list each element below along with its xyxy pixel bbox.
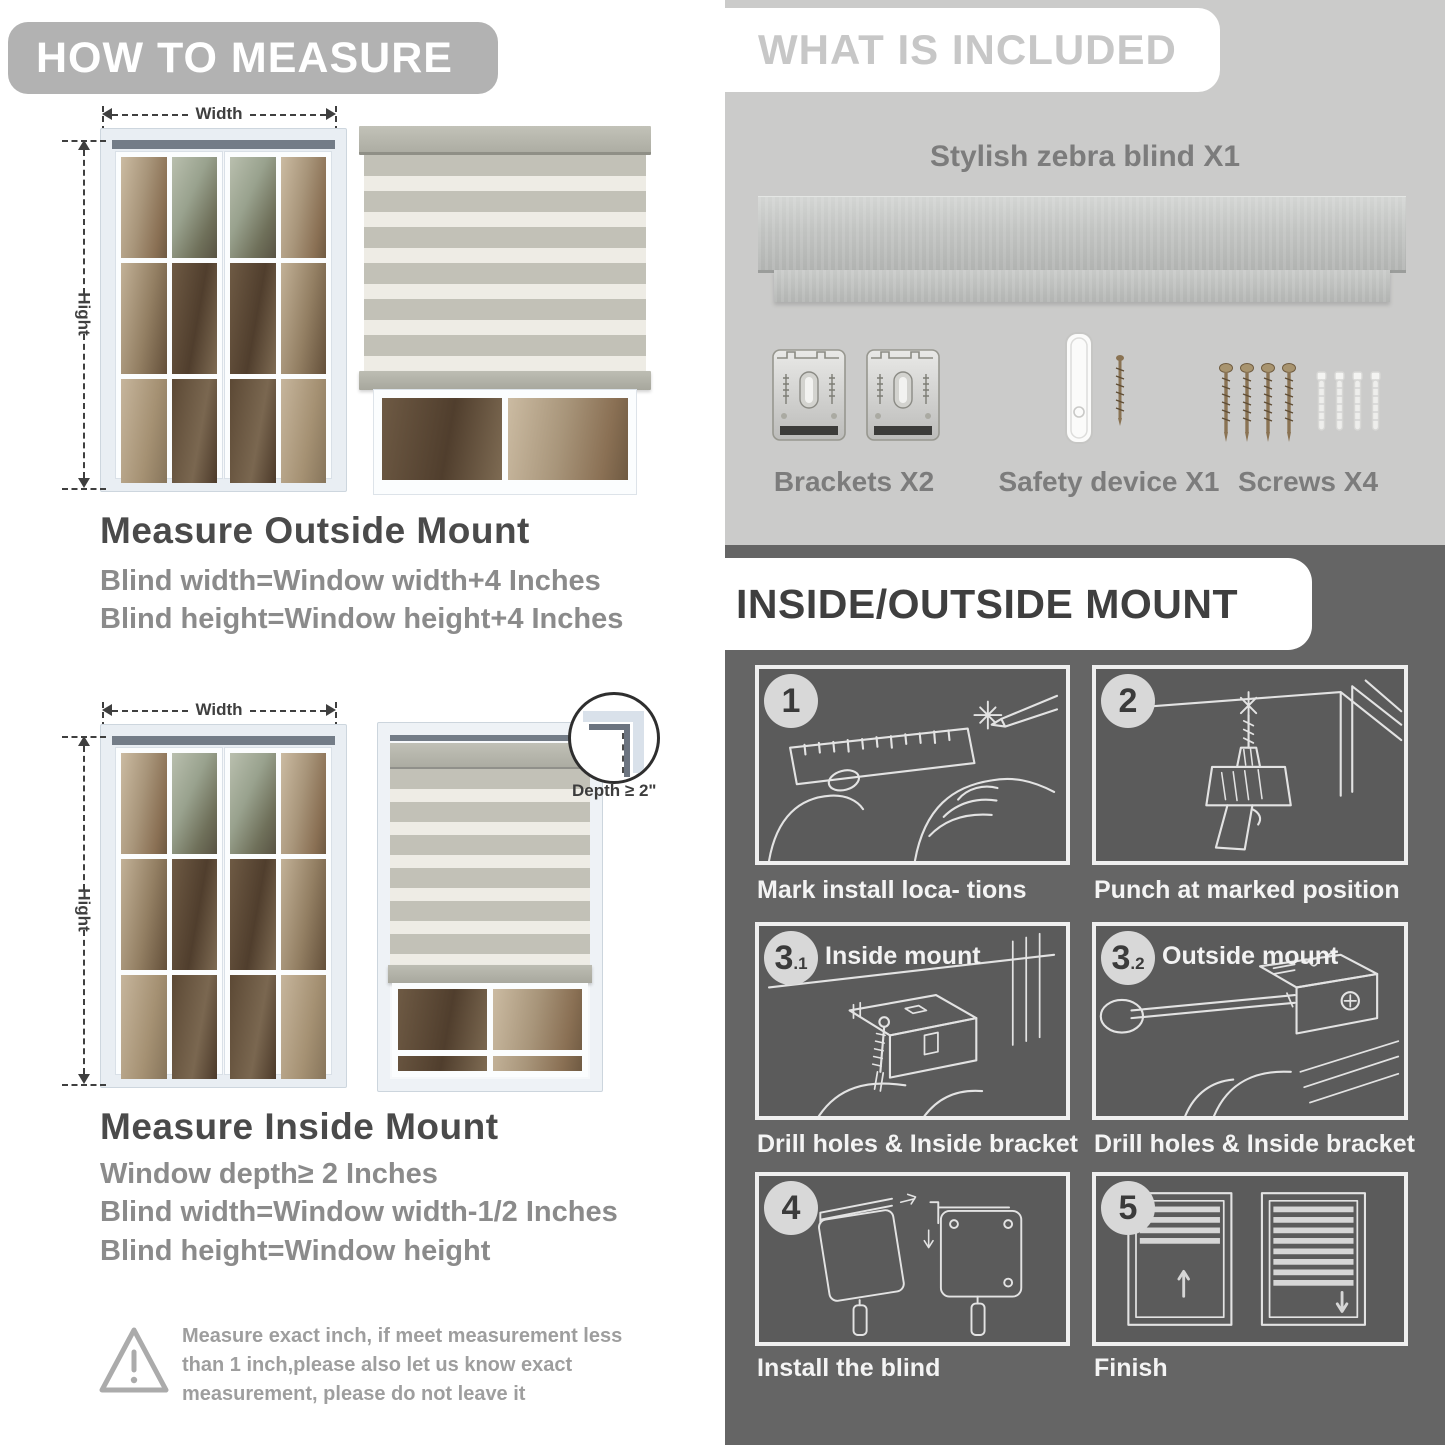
outside-mount-line1: Blind width=Window width+4 Inches (100, 565, 601, 597)
window-door-left (116, 748, 222, 1074)
window-door-right (225, 152, 331, 478)
height-label: Hight (75, 888, 94, 932)
safety-device-label: Safety device X1 (998, 466, 1220, 497)
brackets-image (768, 342, 948, 450)
blind-stripes (390, 769, 590, 965)
window-illustration-outside (100, 128, 347, 492)
blind-cassette (359, 126, 651, 155)
window-top-strip (390, 735, 590, 741)
screw-icon (1239, 362, 1255, 444)
arrow-down-icon (78, 1074, 90, 1084)
window-illustration-inside (100, 724, 347, 1088)
warning-triangle-icon (96, 1322, 172, 1402)
screw-icon (1260, 362, 1276, 444)
screws-image (1218, 362, 1388, 448)
wall-anchor-icon (1369, 370, 1382, 434)
window-door-right (225, 748, 331, 1074)
step-panel-3-2: 3 .2 Outside mount (1092, 922, 1408, 1120)
depth-callout: Depth ≥ 2" (572, 781, 657, 800)
inside-mount-line2: Blind width=Window width-1/2 Inches (100, 1196, 618, 1228)
step-number: 3 (774, 938, 794, 977)
step-panel-3-1: 3 .1 Inside mount (755, 922, 1070, 1120)
window-top-strip (112, 736, 335, 745)
bracket-icon (862, 342, 944, 448)
width-arrow-outside (102, 106, 336, 122)
step-number: 4 (781, 1188, 801, 1227)
step-panel-5 (1092, 1172, 1408, 1346)
inside-mount-line1: Window depth≥ 2 Inches (100, 1158, 438, 1190)
depth-dashed-line (622, 733, 624, 773)
arrow-down-icon (78, 478, 90, 488)
arrow-up-icon (78, 736, 90, 746)
blind-bottom-rail (388, 965, 592, 983)
blind-stripes (364, 155, 646, 371)
safety-device-image (1058, 330, 1148, 448)
dimension-tick (62, 1084, 106, 1086)
mount-header: INSIDE/OUTSIDE MOUNT (700, 558, 1312, 650)
step-caption-1: Mark install loca- tions (757, 876, 1027, 904)
step-caption-2: Punch at marked position (1094, 876, 1400, 904)
dimension-tick (62, 488, 106, 490)
step-title: Inside mount (825, 942, 981, 970)
step-caption-5: Finish (1094, 1354, 1168, 1382)
window-door-left (116, 152, 222, 478)
step-panel-2 (1092, 665, 1408, 865)
screws-label: Screws X4 (1237, 466, 1379, 497)
brackets-label: Brackets X2 (773, 466, 935, 497)
wall-anchor-icon (1315, 370, 1328, 434)
width-label: Width (195, 700, 243, 719)
step-title: Outside mount (1162, 942, 1339, 970)
blind-bottom-rail (359, 371, 651, 390)
step-number: 3 (1111, 938, 1131, 977)
window-top-strip (112, 140, 335, 149)
window-glass (392, 983, 588, 1077)
outside-mount-title: Measure Outside Mount (100, 510, 530, 551)
arrow-up-icon (78, 140, 90, 150)
zebra-blind-cassette-photo (758, 196, 1406, 273)
step-caption-3-1: Drill holes & Inside bracket (757, 1130, 1078, 1158)
wall-anchor-icon (1351, 370, 1364, 434)
outside-mount-line2: Blind height=Window height+4 Inches (100, 603, 624, 635)
height-arrow-inside (76, 736, 92, 1084)
screw-icon (1218, 362, 1234, 444)
screw-icon (1281, 362, 1297, 444)
product-label: Stylish zebra blind X1 (929, 140, 1241, 173)
step-panel-1 (755, 665, 1070, 865)
bracket-icon (768, 342, 850, 448)
width-label: Width (195, 104, 243, 123)
zebra-blind-outside-mount (362, 126, 648, 494)
zebra-blind-valance-photo (774, 270, 1390, 302)
inside-mount-title: Measure Inside Mount (100, 1106, 499, 1147)
step-number: 2 (1118, 681, 1138, 720)
inside-mount-line3: Blind height=Window height (100, 1235, 491, 1267)
step-caption-4: Install the blind (757, 1354, 941, 1382)
width-arrow-inside (102, 702, 336, 718)
wall-anchor-icon (1333, 370, 1346, 434)
blind-cassette (390, 743, 590, 769)
step-number: 1 (781, 681, 801, 720)
height-arrow-outside (76, 140, 92, 488)
step-panel-4 (755, 1172, 1070, 1346)
step-caption-3-2: Drill holes & Inside bracket (1094, 1130, 1415, 1158)
height-label: Hight (75, 292, 94, 336)
depth-magnifier (568, 692, 660, 784)
window-below-blind (374, 390, 636, 494)
step-number: 5 (1118, 1188, 1138, 1227)
what-is-included-header: WHAT IS INCLUDED (700, 8, 1220, 92)
how-to-measure-header: HOW TO MEASURE (8, 22, 498, 94)
measurement-warning-text: Measure exact inch, if meet measurement less than 1 inch,please also let us know exact measurement, please do not leave it (182, 1325, 623, 1405)
window-with-inside-blind (377, 722, 603, 1092)
